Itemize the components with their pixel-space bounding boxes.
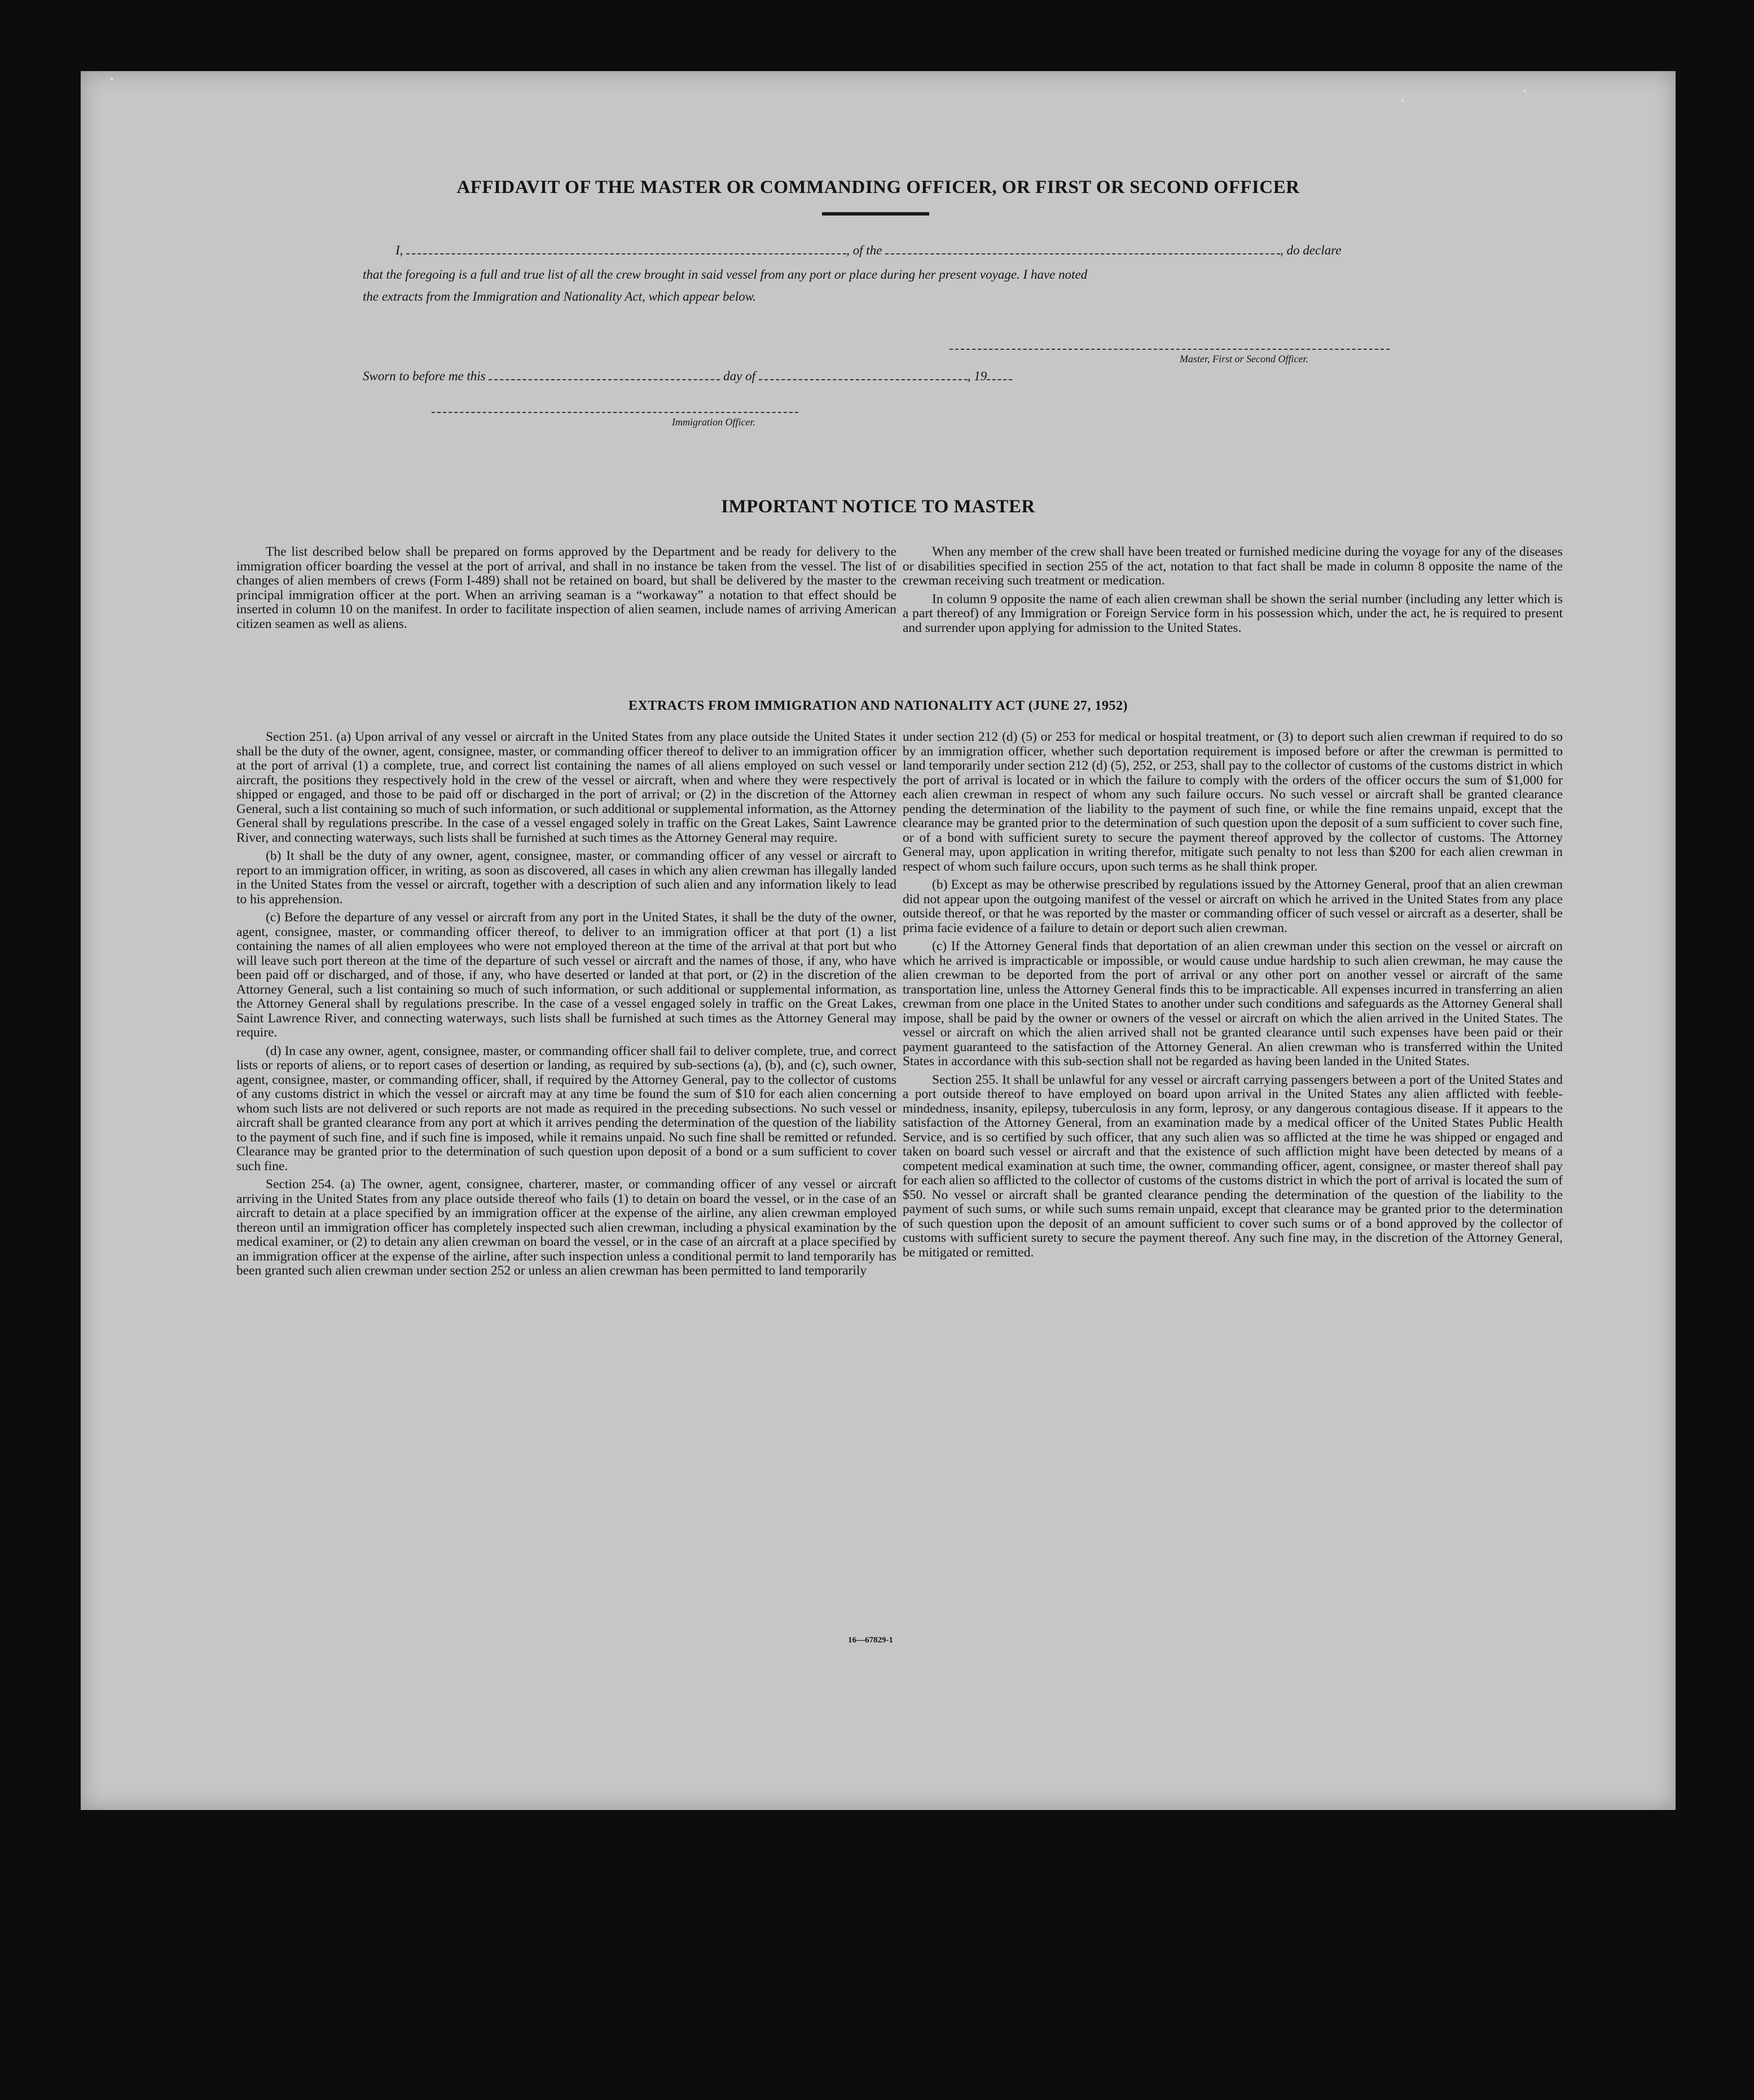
section-251-d: (d) In case any owner, agent, consignee, master, or commanding officer shall fail to deliver complete, true, and correct lists or reports of aliens, or to report cases of desertion or landing, as required by sub-sections (a), (b), and (c), such owner, agent, consignee, master, or commanding officer, shall, if required by the Attorney General, pay to the collector of customs of any customs district in which the vessel or aircraft may at any time be found the sum of $10 for each alien concerning whom such lists are not delivered or such reports are not made as required in the preceding subsections. No such vessel or aircraft shall be granted clearance from any port at which it arrives pending the determination of the question of the liability to the payment of such fine, and if such fine is imposed, while it remains unpaid. No such fine shall be remitted or refunded. Clearance may be granted prior to the determination of such question upon deposit of a bond or a sum sufficient to cover such fine.	[236, 1043, 896, 1174]
extracts-right-column	[903, 730, 1563, 1264]
notice-paragraph: In column 9 opposite the name of each alien crewman shall be shown the serial number (including any letter which is a part thereof) of any Immigration or Foreign Service form in his possession which, under the act, he is required to present and surrender upon applying for admission to the United States.	[903, 591, 1563, 635]
scan-speck	[1401, 99, 1404, 102]
section-254-a-continued: under section 212 (d) (5) or 253 for medical or hospital treatment, or (3) to deport such alien crewman if required to do so by an immigration officer, whether such deportation requirement is imposed before or after the crewman is permitted to land temporarily under section 212 (d) (5), 252, or 253, shall pay to the collector of customs of the customs district in which the port of arrival is located or in which the failure to comply with the orders of the officer occurs the sum of $1,000 for each alien crewman in respect of whom any such failure occurs. No such vessel or aircraft shall be granted clearance pending the determination of the liability to the payment of such fine, or while the fine remains unpaid, except that the clearance may be granted prior to the determination of such question upon the deposit of a sum sufficient to cover such fine, or of a bond with sufficient surety to secure the payment thereof approved by the collector of customs. The Attorney General may, upon application in writing therefor, mitigate such penalty to not less than $200 for each alien crewman in respect of whom such failure occurs, upon such terms as he shall think proper.	[903, 730, 1563, 874]
sworn-label: Sworn to before me this	[363, 369, 486, 383]
title-rule	[822, 212, 929, 216]
officer-signature-line	[432, 412, 798, 413]
section-251-a: Section 251. (a) Upon arrival of any vessel or aircraft in the United States from any place outside the United States it shall be the duty of the owner, agent, consignee, master, or commanding officer thereof to deliver to an immigration officer at the port of arrival (1) a complete, true, and correct list containing the names of all aliens employed on such vessel or aircraft, the positions they respectively hold in the crew of the vessel or aircraft, when and where they were respectively shipped or engaged, and those to be paid off or discharged in the port of arrival; or (2) in the discretion of the Attorney General, such a list containing so much of such information, or such additional or supplemental information, as the Attorney General shall by regulations prescribe. In the case of a vessel engaged solely in traffic on the Great Lakes, Saint Lawrence River, and connecting waterways, such lists shall be furnished at such times as the Attorney General may require.	[236, 730, 896, 845]
section-251-b: (b) It shall be the duty of any owner, agent, consignee, master, or commanding officer of any vessel or aircraft to report to an immigration officer, in writing, as soon as discovered, all cases in which any alien crewman has illegally landed in the United States from the vessel or aircraft, together with a description of such alien and any information likely to lead to his apprehension.	[236, 849, 896, 907]
day-of-label: day of	[723, 369, 755, 383]
master-caption: Master, First or Second Officer.	[1180, 353, 1308, 364]
sworn-day-blank	[489, 369, 720, 380]
affidavit-line-2: that the foregoing is a full and true list of all the crew brought in said vessel from any port or place during her present voyage. I have noted	[363, 267, 1088, 282]
master-signature-line	[949, 349, 1390, 350]
sworn-month-blank	[759, 369, 968, 380]
affidavit-line-3: the extracts from the Immigration and Nationality Act, which appear below.	[363, 289, 757, 304]
notice-title: IMPORTANT NOTICE TO MASTER	[721, 497, 1035, 517]
year-prefix: , 19	[967, 369, 987, 383]
extracts-title: EXTRACTS FROM IMMIGRATION AND NATIONALITY ACT (JUNE 27, 1952)	[628, 698, 1128, 713]
affidavit-line-1	[395, 243, 1342, 258]
affidavit-i: I,	[395, 243, 403, 257]
section-254-a: Section 254. (a) The owner, agent, consignee, charterer, master, or commanding officer of any vessel or aircraft arriving in the United States from any place outside thereof who fails (1) to detain on board the vessel, or in the case of an aircraft to detain at a place specified by an immigration officer at the expense of the airline, any alien crewman employed thereon until an immigration officer has completely inspected such alien crewman, including a physical examination by the medical examiner, or (2) to detain any alien crewman on board the vessel, or in the case of an aircraft at a place specified by an immigration officer at the expense of the airline, after such inspection unless a conditional permit to land temporarily has been granted such alien crewman under section 252 or unless an alien crewman has been permitted to land temporarily	[236, 1177, 896, 1278]
scan-speck	[1523, 89, 1527, 93]
notice-paragraph: When any member of the crew shall have been treated or furnished medicine during the voyage for any of the diseases or disabilities specified in section 255 of the act, notation to that fact shall be made in column 8 opposite the name of the crewman receiving such treatment or medication.	[903, 544, 1563, 588]
section-254-c: (c) If the Attorney General finds that deportation of an alien crewman under this section on the vessel or aircraft on which he arrived is impracticable or impossible, or would cause undue hardship to such alien crewman, he may cause the alien crewman to be deported from the port of arrival or any other port on another vessel or aircraft of the same transportation line, unless the Attorney General finds this to be impracticable. All expenses incurred in transferring an alien crewman from one place in the United States to another under such conditions and safeguards as the Attorney General shall impose, shall be paid by the owner or owners of the vessel or aircraft on which the alien arrived in the United States. The vessel or aircraft on which the alien arrived shall not be granted clearance until such expenses have been paid or their payment guaranteed to the satisfaction of the Attorney General. An alien crewman who is transferred within the United States in accordance with this sub-section shall not be regarded as having been landed in the United States.	[903, 939, 1563, 1069]
name-blank	[406, 243, 846, 254]
year-blank	[987, 369, 1012, 380]
notice-left-column	[236, 545, 896, 635]
affidavit-declare: , do declare	[1280, 243, 1342, 257]
sworn-line	[363, 369, 1012, 384]
section-254-b: (b) Except as may be otherwise prescribed by regulations issued by the Attorney General, proof that an alien crewman did not appear upon the outgoing manifest of the vessel or aircraft on which he arrived in the United States from any place outside thereof, or that he was reported by the master or commanding officer of such vessel or aircraft as a deserter, shall be prima facie evidence of a failure to detain or deport such alien crewman.	[903, 877, 1563, 935]
officer-caption: Immigration Officer.	[672, 416, 755, 428]
affidavit-of-the: , of the	[846, 243, 882, 257]
affidavit-title: AFFIDAVIT OF THE MASTER OR COMMANDING OFFICER, OR FIRST OR SECOND OFFICER	[456, 177, 1300, 197]
section-255: Section 255. It shall be unlawful for any vessel or aircraft carrying passengers between a port of the United States and a port outside thereof to have employed on board upon arrival in the United States any alien afflicted with feeble-mindedness, insanity, epilepsy, tuberculosis in any form, leprosy, or any dangerous contagious disease. If it appears to the satisfaction of the Attorney General, from an examination made by a medical officer of the United States Public Health Service, and is so certified by such officer, that any such alien was so afflicted at the time he was shipped or engaged and taken on board such vessel or aircraft and that the existence of such affliction might have been detected by means of a competent medical examination at such time, the owner, commanding officer, agent, consignee, or master thereof shall pay for each alien so afflicted to the collector of customs of the customs district in which the port of arrival is located the sum of $50. No vessel or aircraft shall be granted clearance pending the determination of the question of the liability to the payment of such sums, or while such sums remain unpaid, except that clearance may be granted prior to the determination of such question upon the deposit of an amount sufficient to cover such sums or of a bond approved by the collector of customs with sufficient surety to secure the payment thereof. Any such fine may, in the discretion of the Attorney General, be mitigated or remitted.	[903, 1072, 1563, 1260]
scan-speck	[110, 77, 113, 81]
notice-paragraph: The list described below shall be prepared on forms approved by the Department and be ready for delivery to the immigration officer boarding the vessel at the port of arrival, and shall in no instance be taken from the vessel. The list of changes of alien members of crews (Form I-489) shall not be retained on board, but shall be delivered by the master to the principal immigration officer at the port. When an arriving seaman is a “workaway” a notation to that effect should be inserted in column 10 on the manifest. In order to facilitate inspection of alien seamen, include names of arriving American citizen seamen as well as aliens.	[236, 544, 896, 631]
notice-right-column	[903, 545, 1563, 639]
section-251-c: (c) Before the departure of any vessel or aircraft from any port in the United States, it shall be the duty of the owner, agent, consignee, master, or commanding officer thereof, to deliver to an immigration officer at that port (1) a list containing the names of all alien employees who were not employed thereon at the time of the arrival at that port but who will leave such port thereon at the time of the departure of such vessel or aircraft and the names of those, if any, who have been paid off or discharged, and of those, if any, who have deserted or landed at that port, or (2) in the discretion of the Attorney General, such a list containing so much of such information, or such additional or supplemental information, as the Attorney General shall by regulations prescribe. In the case of a vessel engaged solely in traffic on the Great Lakes, Saint Lawrence River, and connecting waterways, such lists shall be furnished at such times as the Attorney General may require.	[236, 910, 896, 1040]
vessel-blank	[885, 243, 1280, 254]
document-page	[81, 71, 1676, 1810]
extracts-left-column	[236, 730, 896, 1282]
form-number: 16—67829-1	[848, 1636, 893, 1645]
